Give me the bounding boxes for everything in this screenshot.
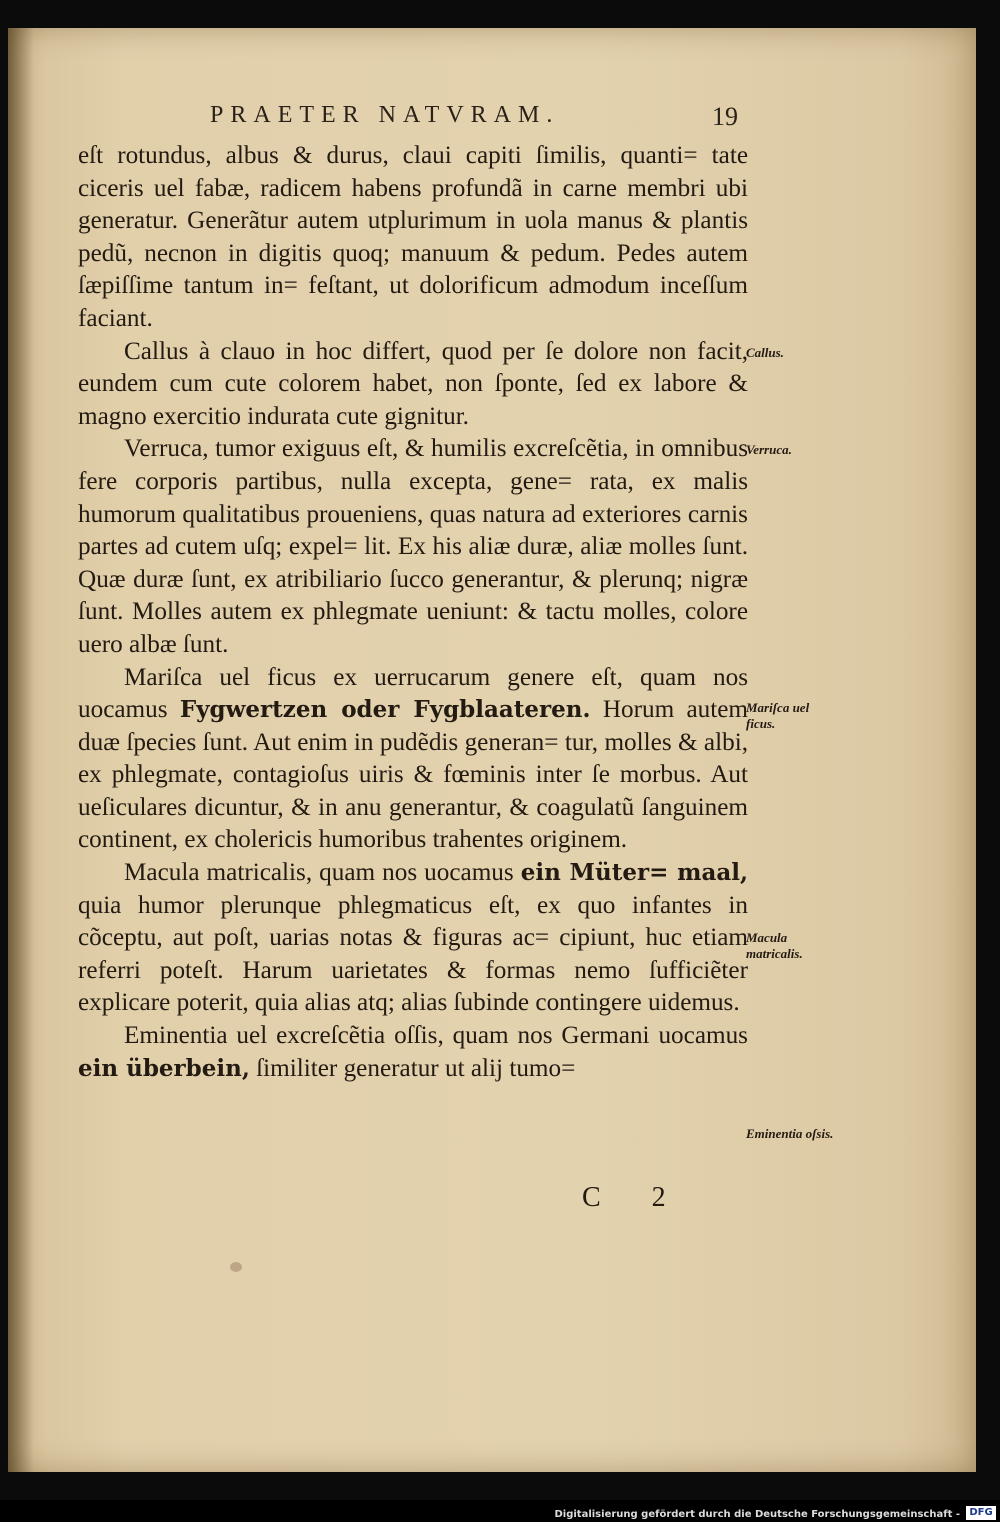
eminentia-text-a: Eminentia uel excreſcẽtia oſſis, quam nos Germani uocamus [124,1022,748,1050]
body-text [78,140,748,1085]
marisca-text-b: Horum autem duæ ſpecies ſunt. Aut enim in pudẽdis generan= tur, molles & albi, ex phlegmate, contagioſus uiris & fœminis inter ſe morbus. Aut ueſiculares dicuntur, & in anu generantur, & coagulatũ ſanguinem continent, ex cholericis humoribus trahentes originem. [78,696,749,854]
macula-german-term: ein Müter= maal, [520,859,749,887]
paragraph-callus: Callus à clauo in hoc differt, quod per ſe dolore non facit, eundem cum cute colorem habet, non ſponte, ſed ex labore & magno exercitio indurata cute gignitur. [78,337,748,430]
running-head: PRAETER NATVRAM. [210,102,560,128]
signature-mark: C 2 [582,1182,688,1213]
macula-text-b: quia humor plerunque phlegmaticus eſt, ex quo infantes in cõceptu, aut poſt, uarias notas & figuras ac= cipiunt, huc etiam referri poteſt. Harum uarietates & formas nemo ſufficiẽter explicare poterit, quia alias atq; alias ſubinde contingere uidemus. [78,891,748,1017]
paragraph-verruca: Verruca, tumor exiguus eſt, & humilis excreſcẽtia, in omnibus fere corporis partibus, nulla excepta, gene= rata, ex malis humorum qualitatibus proueniens, quas natura ad exteriores carnis partes ad cutem uſq; expel= lit. Ex his aliæ duræ, aliæ molles ſunt. Quæ duræ ſunt, ex atribiliario ſucco generantur, & plerunq; nigræ ſunt. Molles autem ex phlegmate ueniunt: & tactu molles, colore uero albæ ſunt. [78,435,748,658]
footer-credit: Digitalisierung gefördert durch die Deutsche Forschungsgemeinschaft - [554,1509,960,1520]
marisca-text-a: Mariſca uel ficus ex uerrucarum genere eſt, quam nos uocamus [78,663,748,724]
macula-text-a: Macula matricalis, quam nos uocamus [124,859,514,887]
paragraph-marisca [78,662,748,858]
paragraph-clavus: eſt rotundus, albus & durus, claui capiti ſimilis, quanti= tate ciceris uel fabæ, radicem habens profundã in carne membri ubi generatur. Generãtur autem utplurimum in uola manus & plantis pedũ, necnon in digitis quoq; manuum & pedum. Pedes autem ſæpiſſime tantum in= feſtant, ut dolorificum admodum inceſſum faciant. [78,142,748,332]
paragraph-eminentia [78,1020,748,1085]
dfg-logo-icon: DFG [966,1506,996,1520]
margin-note-marisca: Mariſca uel ficus. [746,700,810,731]
page-number: 19 [712,102,738,131]
marisca-german-term: Fygwertzen oder Fygblaateren. [179,696,591,724]
paper-stain [230,1262,242,1272]
paragraph-macula [78,857,748,1020]
eminentia-german-term: ein überbein, [78,1054,250,1082]
margin-note-callus: Callus. [746,345,784,360]
margin-note-macula: Macula matricalis. [746,930,803,961]
margin-note-eminentia: Eminentia oſsis. [746,1126,834,1141]
margin-note-verruca: Verruca. [746,442,792,457]
eminentia-text-b: ſimiliter generatur ut alij tumo= [256,1054,576,1082]
